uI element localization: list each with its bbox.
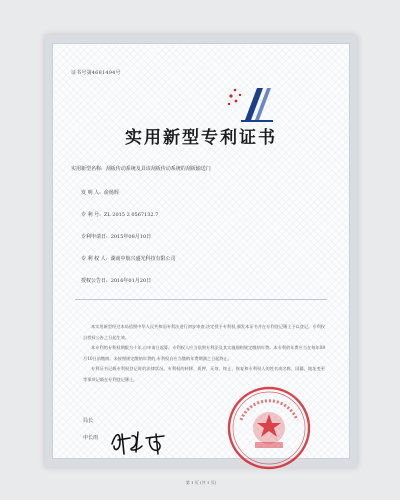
field-value: 湖南中航兴盛光科技有限公司 <box>110 256 176 262</box>
official-seal-icon <box>225 384 313 472</box>
field-value: 2016年01月20日 <box>110 278 152 284</box>
field-patent-number <box>81 211 158 218</box>
certificate-frame <box>45 35 357 485</box>
body-paragraph: 本实用新型经过本局依照中华人民共和国专利法进行初步审查,决定授予专利权,颁发本证书并在专利登记簿上予以登记。专利权自授权公告之日起生效。 <box>83 324 325 340</box>
field-label: 专利申请日: <box>81 234 108 240</box>
patent-office-emblem-icon <box>221 74 277 130</box>
certificate-paper <box>52 43 350 485</box>
divider <box>75 299 327 300</box>
certificate-body <box>83 322 325 385</box>
field-application-date <box>81 233 151 240</box>
field-label: 专 利 号: <box>81 212 101 218</box>
body-paragraph: 本专利的专利权期限为十年,自申请日起算。专利权人应当依照专利法及其实施细则规定缴纳年费。本专利的年费应当在每年08月10日前缴纳。未按照规定缴纳年费的,专利权自应当缴纳年费期满之日起终止。 <box>83 345 325 361</box>
field-value: ZL 2015 2 0567132.7 <box>103 212 159 218</box>
field-value: 刮板传动系统及具该刮板传动系统的刮板输送门 <box>105 166 211 172</box>
signature-printed-name: 申长雨 <box>83 435 99 441</box>
field-inventor <box>81 189 119 196</box>
body-paragraph: 专利证书记载专利权登记时的法律状况。专利权的转移、质押、无效、终止、恢复和专利权人的姓名或名称、国籍、地址变更等事项记载在专利登记簿上。 <box>83 366 325 382</box>
page-number: 第 1 页 (共 1 页) <box>185 480 217 485</box>
certificate-title: 实用新型专利证书 <box>125 128 277 148</box>
field-label: 授权公告日: <box>81 278 108 284</box>
field-label: 发 明 人: <box>81 190 101 196</box>
handwritten-signature <box>108 426 168 458</box>
field-label: 专 利 权 人: <box>81 256 108 262</box>
signature-title: 局长 <box>83 418 94 424</box>
field-value: 2015年08月10日 <box>110 234 152 240</box>
field-grant-date <box>81 277 151 284</box>
field-utility-name <box>71 165 211 172</box>
field-value: 俞杨辉 <box>103 190 119 196</box>
certificate-number: 证书号第4681494号 <box>71 70 121 76</box>
field-patentee <box>81 255 175 262</box>
field-label: 实用新型名称: <box>71 166 103 172</box>
